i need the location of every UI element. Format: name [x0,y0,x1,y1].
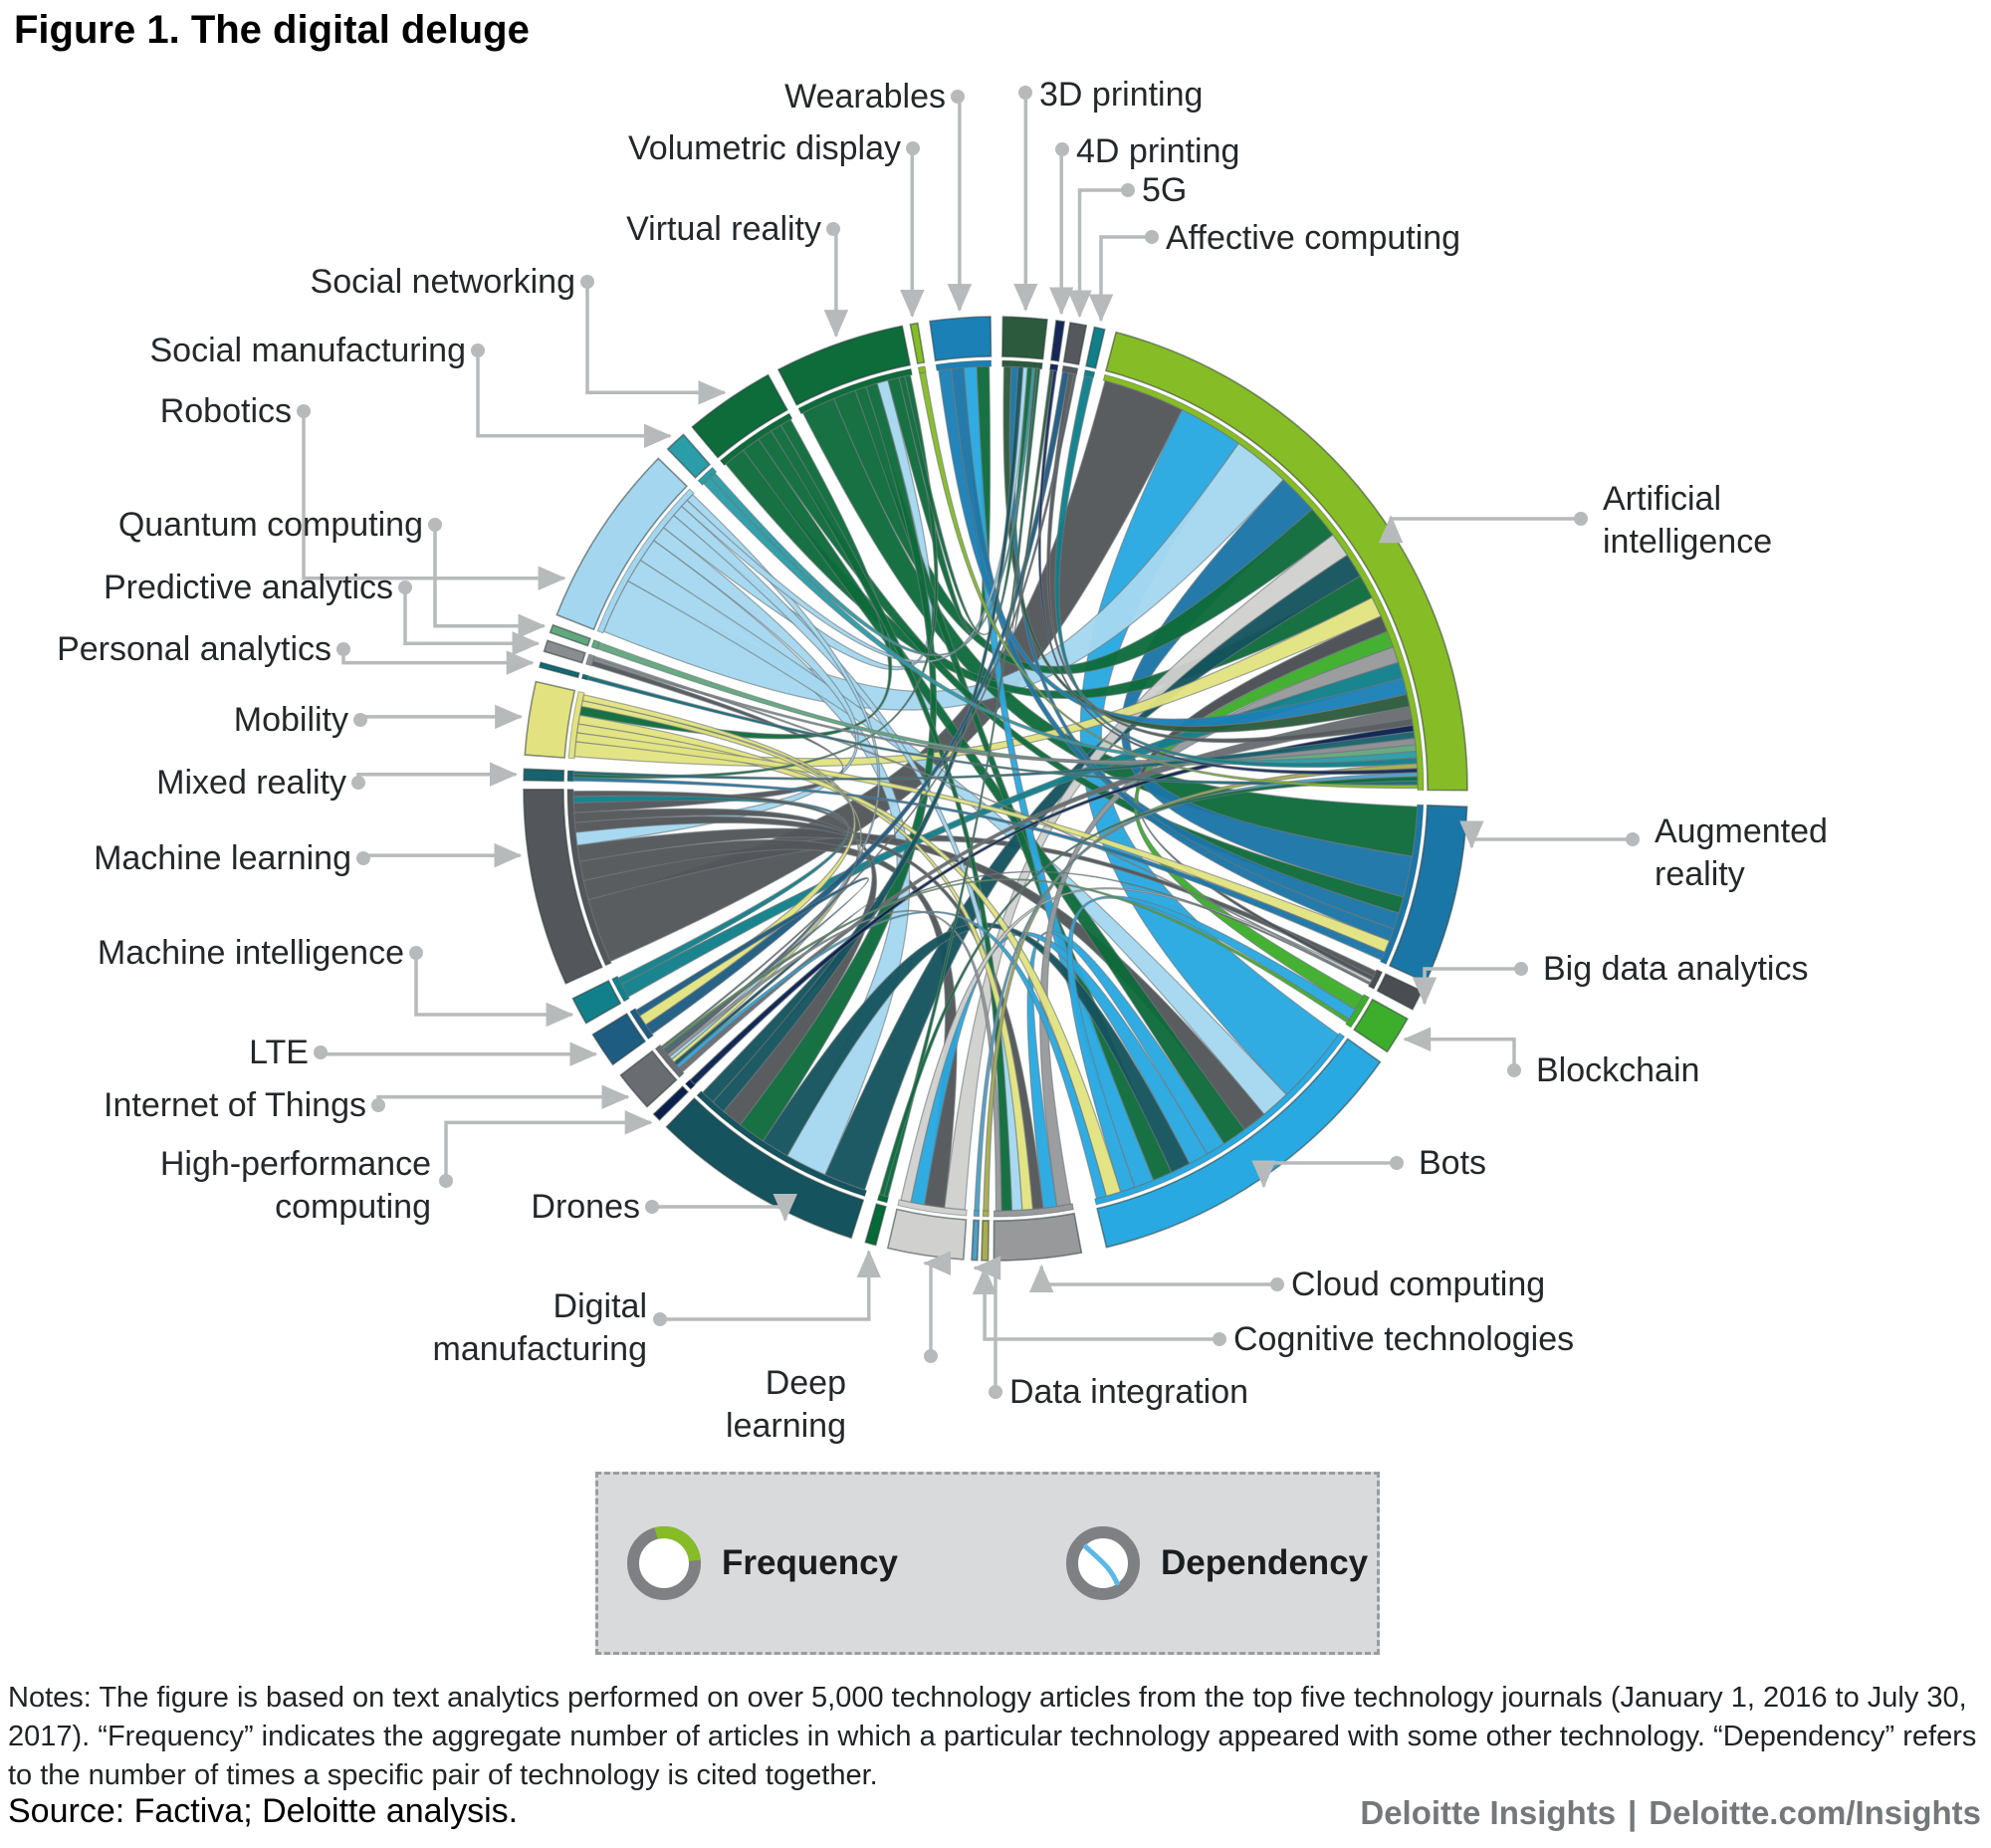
arc-affective [1086,328,1105,368]
arc-mixedreality [524,769,563,781]
label-bots: Bots [1419,1144,1487,1182]
label-vr: Virtual reality [626,210,821,248]
leader-dot-deeplearning [924,1349,938,1363]
frequency-ring-icon [620,1519,708,1607]
label-mobility: Mobility [233,701,348,739]
arc-predictive [545,640,585,663]
leader-bda [1425,969,1521,1004]
leader-dot-dataint [989,1385,1002,1399]
leader-ar [1471,839,1633,847]
figure-title: Figure 1. The digital deluge [14,8,530,52]
inner-ring-cognitive [983,1211,989,1217]
leader-dot-quantum [428,518,442,532]
footer-separator: | [1628,1794,1638,1831]
label-volumetric: Volumetric display [627,129,901,167]
figure-notes: Notes: The figure is based on text analytics performed on over 5,000 technology articles from the top five technology journals (January 1, 2016 to July 30, 2017). “Frequency” indicates the aggregate number of articles in which a particular technology appeared with some other technology. “Dependency” refers to the number of times a specific pair of technology is cited together. [8,1682,1977,1791]
leader-dot-cloud [1270,1277,1284,1291]
leader-dot-cognitive [1213,1332,1226,1346]
leader-dot-threed [1018,86,1032,100]
leader-mi [416,953,572,1015]
arc-personal [540,662,579,677]
arc-mobility [525,682,574,758]
label-quantum: Quantum computing [117,506,423,544]
leader-dot-mixedreality [351,776,365,790]
label-dataint: Data integration [1009,1373,1249,1411]
arc-digitalmfg [865,1204,886,1245]
leader-volumetric [912,148,913,316]
leader-dot-fourd [1055,142,1069,156]
label-affective: Affective computing [1166,219,1461,257]
arc-mi [572,981,620,1024]
legend [595,1472,1380,1655]
leader-drones [652,1207,785,1220]
leader-digitalmfg [660,1252,869,1319]
leader-predictive [405,587,539,643]
leader-dot-personal [336,642,350,656]
leader-dot-bots [1390,1156,1404,1170]
leader-iot [378,1097,628,1105]
footer-brand-name: Deloitte Insights [1360,1794,1617,1831]
label-ml: Machine learning [94,839,351,877]
leader-dot-bda [1514,962,1528,976]
arc-dataint [972,1220,979,1260]
leader-hpc [446,1122,651,1181]
label-robotics: Robotics [159,392,292,430]
leader-deeplearning [925,1264,931,1356]
dependency-ring-icon [1059,1519,1147,1607]
leader-dot-volumetric [906,141,920,155]
label-drones: Drones [531,1188,640,1226]
leader-dot-lte [314,1045,328,1059]
leader-dot-hpc [439,1174,453,1188]
leader-ai [1391,517,1581,519]
leader-dot-iot [371,1098,385,1112]
label-iot: Internet of Things [104,1086,366,1124]
leader-dot-ai [1574,512,1588,526]
legend-frequency-label: Frequency [722,1543,898,1582]
arc-fiveg [1064,323,1087,364]
footer-link: Deloitte.com/Insights [1649,1794,1981,1831]
leader-cognitive [985,1269,1219,1339]
leader-dot-robotics [297,404,311,418]
arc-bda [1378,974,1423,1010]
label-deeplearning: Deep learning [726,1364,846,1445]
label-bda: Big data analytics [1543,950,1809,988]
legend-item-dependency [1059,1519,1368,1607]
leader-dot-vr [826,222,840,236]
label-socialmfg: Social manufacturing [149,332,466,369]
leader-dot-socialnet [580,275,594,289]
leader-dot-wearables [951,90,965,104]
leader-dot-digitalmfg [653,1312,667,1326]
leader-dot-mi [409,946,423,960]
footer-brand [1360,1794,1981,1832]
label-cloud: Cloud computing [1291,1266,1546,1303]
label-lte: LTE [249,1034,309,1071]
label-predictive: Predictive analytics [103,569,393,606]
leader-ml [363,855,521,858]
arc-threed [1002,317,1047,359]
arc-deeplearning [888,1210,967,1260]
arc-volumetric [910,324,924,364]
figure-source: Source: Factiva; Deloitte analysis. [8,1792,519,1830]
label-cognitive: Cognitive technologies [1233,1320,1575,1358]
leader-mixedreality [358,775,516,783]
leader-fourd [1061,149,1062,314]
leader-blockchain [1405,1040,1514,1070]
leader-socialnet [587,282,725,392]
leader-dot-affective [1145,230,1159,244]
leader-quantum [435,525,545,626]
arc-cloud [994,1214,1081,1261]
leader-dot-fiveg [1121,183,1135,197]
leader-cloud [1041,1267,1277,1284]
label-hpc: High-performance computing [159,1145,431,1226]
label-digitalmfg: Digital manufacturing [432,1287,647,1368]
leader-dot-mobility [353,713,367,727]
leader-personal [343,649,533,663]
inner-ring-dataint [974,1211,980,1217]
legend-item-frequency [620,1519,898,1607]
label-mixedreality: Mixed reality [156,764,346,802]
leader-dot-socialmfg [471,344,485,357]
leader-dot-ml [356,851,370,865]
leader-dot-predictive [398,580,412,594]
leader-lte [321,1052,596,1054]
label-mi: Machine intelligence [97,934,404,972]
label-blockchain: Blockchain [1536,1051,1700,1089]
leader-bots [1264,1163,1398,1187]
label-fiveg: 5G [1142,171,1188,209]
leader-dot-drones [645,1200,659,1214]
label-wearables: Wearables [784,78,946,116]
arc-fourd [1051,321,1064,361]
label-ai: Artificial intelligence [1603,480,1773,561]
label-fourd: 4D printing [1076,132,1240,170]
label-socialnet: Social networking [310,263,575,301]
label-threed: 3D printing [1039,76,1204,114]
arc-cognitive [982,1221,989,1261]
label-personal: Personal analytics [57,630,332,668]
leader-wearables [958,97,960,310]
leader-affective [1101,237,1152,321]
label-ar: Augmented reality [1655,812,1828,893]
leader-mobility [360,717,521,720]
legend-dependency-label: Dependency [1161,1543,1369,1582]
leader-dot-blockchain [1507,1063,1521,1077]
leader-dot-ar [1626,832,1640,846]
leader-vr [833,229,836,336]
leader-fiveg [1080,190,1129,317]
arc-wearables [930,317,992,360]
